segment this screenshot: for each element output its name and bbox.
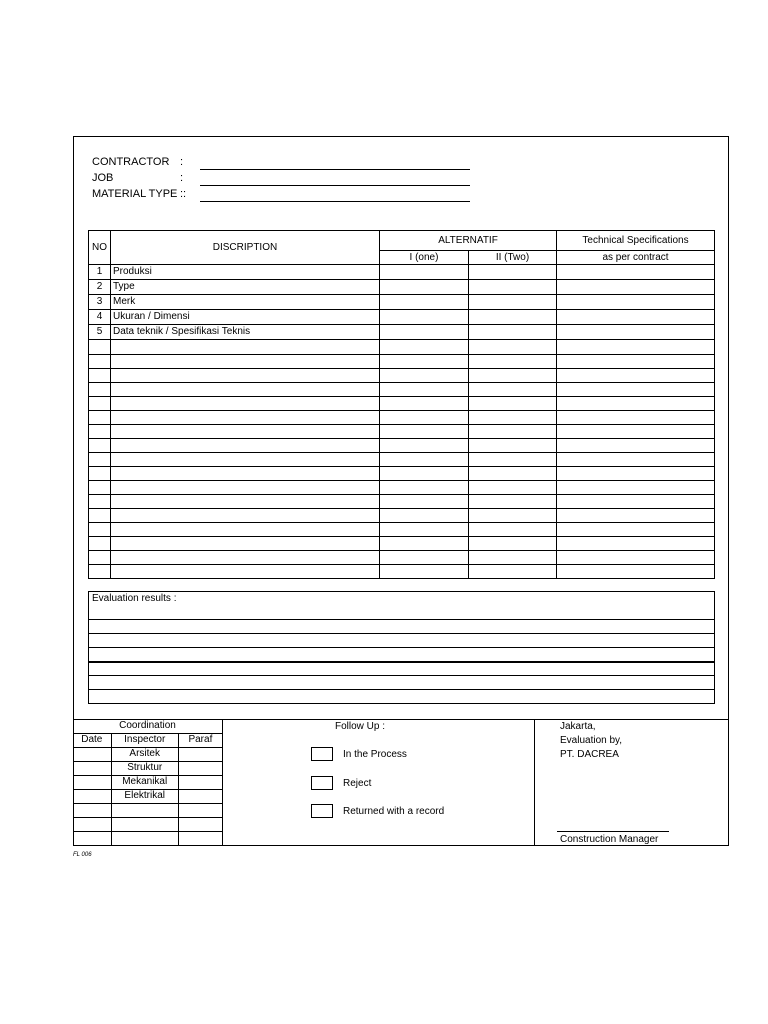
row-alternative-one[interactable] <box>380 411 469 425</box>
table-row <box>89 325 715 340</box>
row-alternative-two[interactable] <box>469 340 557 355</box>
row-alternative-two[interactable] <box>469 411 557 425</box>
row-alternative-two[interactable] <box>469 369 557 383</box>
row-tech-spec[interactable] <box>557 523 715 537</box>
row-alternative-one[interactable] <box>380 355 469 369</box>
row-tech-spec[interactable] <box>557 481 715 495</box>
row-number <box>89 355 111 369</box>
row-tech-spec[interactable] <box>557 425 715 439</box>
coordination-row <box>73 747 223 761</box>
row-alternative-one[interactable] <box>380 509 469 523</box>
row-tech-spec[interactable] <box>557 310 715 325</box>
table-row <box>89 411 715 425</box>
contractor-label: CONTRACTOR <box>92 156 170 168</box>
coordination-date-cell[interactable] <box>73 803 111 817</box>
row-alternative-one[interactable] <box>380 310 469 325</box>
row-tech-spec[interactable] <box>557 453 715 467</box>
row-alternative-one[interactable] <box>380 295 469 310</box>
row-alternative-one[interactable] <box>380 369 469 383</box>
row-description[interactable] <box>111 509 380 523</box>
row-alternative-one[interactable] <box>380 453 469 467</box>
row-alternative-one[interactable] <box>380 265 469 280</box>
row-description[interactable] <box>111 467 380 481</box>
row-description[interactable] <box>111 340 380 355</box>
coordination-paraf-cell[interactable] <box>178 803 222 817</box>
row-tech-spec[interactable] <box>557 495 715 509</box>
row-description[interactable] <box>111 537 380 551</box>
row-alternative-two[interactable] <box>469 509 557 523</box>
row-description[interactable] <box>111 439 380 453</box>
row-number <box>89 439 111 453</box>
coordination-date-cell[interactable] <box>73 817 111 831</box>
table-row <box>89 467 715 481</box>
row-number <box>89 467 111 481</box>
form-code: FL 006 <box>73 852 92 858</box>
signature-line[interactable] <box>557 831 669 832</box>
table-row <box>89 537 715 551</box>
row-tech-spec[interactable] <box>557 397 715 411</box>
coordination-title: Coordination <box>73 720 223 733</box>
table-row <box>89 295 715 310</box>
row-description[interactable] <box>111 369 380 383</box>
evaluation-line[interactable] <box>89 620 715 634</box>
row-number <box>89 425 111 439</box>
row-number <box>89 369 111 383</box>
row-alternative-one[interactable] <box>380 565 469 579</box>
row-tech-spec[interactable] <box>557 295 715 310</box>
table-row <box>89 509 715 523</box>
row-alternative-one[interactable] <box>380 439 469 453</box>
alternative-two-header: II (Two) <box>469 251 557 265</box>
paraf-header: Paraf <box>178 733 222 747</box>
coordination-paraf-cell[interactable] <box>178 747 222 761</box>
coordination-inspector-cell <box>111 803 178 817</box>
approval-section <box>73 719 729 847</box>
coordination-inspector-cell <box>111 817 178 831</box>
row-tech-spec[interactable] <box>557 565 715 579</box>
row-alternative-two[interactable] <box>469 453 557 467</box>
row-alternative-two[interactable] <box>469 425 557 439</box>
row-number <box>89 495 111 509</box>
row-number <box>89 565 111 579</box>
row-alternative-two[interactable] <box>469 523 557 537</box>
row-number <box>89 397 111 411</box>
row-alternative-one[interactable] <box>380 280 469 295</box>
row-alternative-two[interactable] <box>469 439 557 453</box>
row-number <box>89 509 111 523</box>
tech-spec-header-line2: as per contract <box>557 251 715 265</box>
row-tech-spec[interactable] <box>557 355 715 369</box>
job-field[interactable] <box>200 173 470 186</box>
row-alternative-two[interactable] <box>469 397 557 411</box>
coordination-paraf-cell[interactable] <box>178 789 222 803</box>
row-tech-spec[interactable] <box>557 509 715 523</box>
coordination-paraf-cell[interactable] <box>178 831 222 845</box>
table-row <box>89 425 715 439</box>
contractor-field[interactable] <box>200 157 470 170</box>
coordination-inspector-cell <box>111 831 178 845</box>
row-alternative-two[interactable] <box>469 495 557 509</box>
row-alternative-one[interactable] <box>380 537 469 551</box>
evaluation-line[interactable] <box>89 662 715 676</box>
row-tech-spec[interactable] <box>557 439 715 453</box>
date-header: Date <box>73 733 111 747</box>
row-alternative-one[interactable] <box>380 467 469 481</box>
row-tech-spec[interactable] <box>557 537 715 551</box>
coordination-inspector-cell: Elektrikal <box>111 789 178 803</box>
coordination-row <box>73 775 223 789</box>
coordination-row <box>73 817 223 831</box>
coordination-row <box>73 831 223 845</box>
row-description[interactable] <box>111 425 380 439</box>
row-alternative-one[interactable] <box>380 523 469 537</box>
reject-label: Reject <box>343 778 372 789</box>
row-alternative-two[interactable] <box>469 551 557 565</box>
row-number: 5 <box>89 325 111 340</box>
row-number <box>89 537 111 551</box>
table-row <box>89 310 715 325</box>
tech-spec-header-line1: Technical Specifications <box>557 231 715 251</box>
coordination-inspector-cell: Mekanikal <box>111 775 178 789</box>
row-number: 1 <box>89 265 111 280</box>
material-type-field[interactable] <box>200 189 470 202</box>
header-fields <box>92 156 492 206</box>
row-alternative-two[interactable] <box>469 295 557 310</box>
row-alternative-one[interactable] <box>380 325 469 340</box>
coordination-row <box>73 761 223 775</box>
coordination-inspector-cell: Arsitek <box>111 747 178 761</box>
evaluated-by-text: Evaluation by, <box>560 735 623 746</box>
coordination-paraf-cell[interactable] <box>178 761 222 775</box>
row-number <box>89 453 111 467</box>
row-number <box>89 383 111 397</box>
row-tech-spec[interactable] <box>557 265 715 280</box>
table-row <box>89 565 715 579</box>
no-header: NO <box>89 231 111 265</box>
row-alternative-one[interactable] <box>380 551 469 565</box>
row-description[interactable] <box>111 565 380 579</box>
row-description[interactable] <box>111 355 380 369</box>
coordination-date-cell[interactable] <box>73 761 111 775</box>
coordination-date-cell[interactable] <box>73 831 111 845</box>
table-row <box>89 481 715 495</box>
alternatif-header: ALTERNATIF <box>380 231 557 251</box>
evaluation-line[interactable] <box>89 634 715 648</box>
row-alternative-two[interactable] <box>469 325 557 340</box>
inspector-header: Inspector <box>111 733 178 747</box>
row-alternative-two[interactable] <box>469 310 557 325</box>
row-alternative-one[interactable] <box>380 397 469 411</box>
row-description[interactable] <box>111 411 380 425</box>
table-row <box>89 355 715 369</box>
row-tech-spec[interactable] <box>557 467 715 481</box>
evaluation-results <box>88 591 715 704</box>
row-alternative-two[interactable] <box>469 481 557 495</box>
row-tech-spec[interactable] <box>557 340 715 355</box>
evaluation-title: Evaluation results : <box>89 592 715 620</box>
coordination-date-cell[interactable] <box>73 789 111 803</box>
material-type-colon: :: <box>180 188 187 200</box>
coordination-paraf-cell[interactable] <box>178 775 222 789</box>
table-row <box>89 383 715 397</box>
row-number <box>89 551 111 565</box>
row-description[interactable] <box>111 397 380 411</box>
description-header: DISCRIPTION <box>111 231 380 265</box>
job-colon: : <box>180 172 184 184</box>
evaluation-line[interactable] <box>89 690 715 704</box>
row-tech-spec[interactable] <box>557 369 715 383</box>
row-alternative-two[interactable] <box>469 467 557 481</box>
returned-label: Returned with a record <box>343 806 445 817</box>
row-description[interactable]: Produksi <box>111 265 380 280</box>
row-number <box>89 340 111 355</box>
row-alternative-two[interactable] <box>469 355 557 369</box>
reject-checkbox[interactable] <box>311 776 333 790</box>
row-alternative-two[interactable] <box>469 280 557 295</box>
row-description[interactable] <box>111 481 380 495</box>
row-alternative-one[interactable] <box>380 340 469 355</box>
city-text: Jakarta, <box>560 721 596 732</box>
material-table <box>88 230 715 579</box>
row-number <box>89 523 111 537</box>
row-description[interactable]: Type <box>111 280 380 295</box>
coordination-paraf-cell[interactable] <box>178 817 222 831</box>
coordination-inspector-cell: Struktur <box>111 761 178 775</box>
table-row <box>89 551 715 565</box>
row-alternative-two[interactable] <box>469 265 557 280</box>
table-row <box>89 280 715 295</box>
table-row <box>89 265 715 280</box>
row-tech-spec[interactable] <box>557 325 715 340</box>
row-alternative-one[interactable] <box>380 495 469 509</box>
row-number: 2 <box>89 280 111 295</box>
alternative-one-header: I (one) <box>380 251 469 265</box>
row-alternative-one[interactable] <box>380 481 469 495</box>
row-description[interactable] <box>111 383 380 397</box>
table-row <box>89 523 715 537</box>
in-process-checkbox[interactable] <box>311 747 333 761</box>
row-number <box>89 481 111 495</box>
row-alternative-two[interactable] <box>469 383 557 397</box>
row-number: 4 <box>89 310 111 325</box>
table-row <box>89 453 715 467</box>
contractor-colon: : <box>180 156 184 168</box>
follow-up-title: Follow Up : <box>335 721 386 732</box>
row-tech-spec[interactable] <box>557 280 715 295</box>
divider-signature <box>534 720 535 846</box>
company-name: PT. DACREA <box>560 749 619 760</box>
row-description[interactable]: Data teknik / Spesifikasi Teknis <box>111 325 380 340</box>
table-row <box>89 369 715 383</box>
divider-coordination <box>222 720 223 846</box>
row-tech-spec[interactable] <box>557 411 715 425</box>
row-description[interactable] <box>111 495 380 509</box>
row-description[interactable]: Merk <box>111 295 380 310</box>
table-row <box>89 439 715 453</box>
row-description[interactable] <box>111 453 380 467</box>
coordination-table <box>73 720 223 846</box>
row-description[interactable] <box>111 523 380 537</box>
row-number <box>89 411 111 425</box>
material-type-label: MATERIAL TYPE <box>92 188 178 200</box>
job-label: JOB <box>92 172 114 184</box>
returned-checkbox[interactable] <box>311 804 333 818</box>
evaluation-line[interactable] <box>89 648 715 662</box>
in-process-label: In the Process <box>343 749 407 760</box>
signatory-role: Construction Manager <box>560 834 659 845</box>
row-alternative-one[interactable] <box>380 425 469 439</box>
row-tech-spec[interactable] <box>557 551 715 565</box>
row-alternative-two[interactable] <box>469 565 557 579</box>
coordination-date-cell[interactable] <box>73 747 111 761</box>
table-row <box>89 397 715 411</box>
coordination-date-cell[interactable] <box>73 775 111 789</box>
evaluation-line[interactable] <box>89 676 715 690</box>
coordination-row <box>73 789 223 803</box>
row-description[interactable]: Ukuran / Dimensi <box>111 310 380 325</box>
table-row <box>89 340 715 355</box>
row-alternative-one[interactable] <box>380 383 469 397</box>
row-alternative-two[interactable] <box>469 537 557 551</box>
row-tech-spec[interactable] <box>557 383 715 397</box>
row-description[interactable] <box>111 551 380 565</box>
row-number: 3 <box>89 295 111 310</box>
table-row <box>89 495 715 509</box>
coordination-row <box>73 803 223 817</box>
